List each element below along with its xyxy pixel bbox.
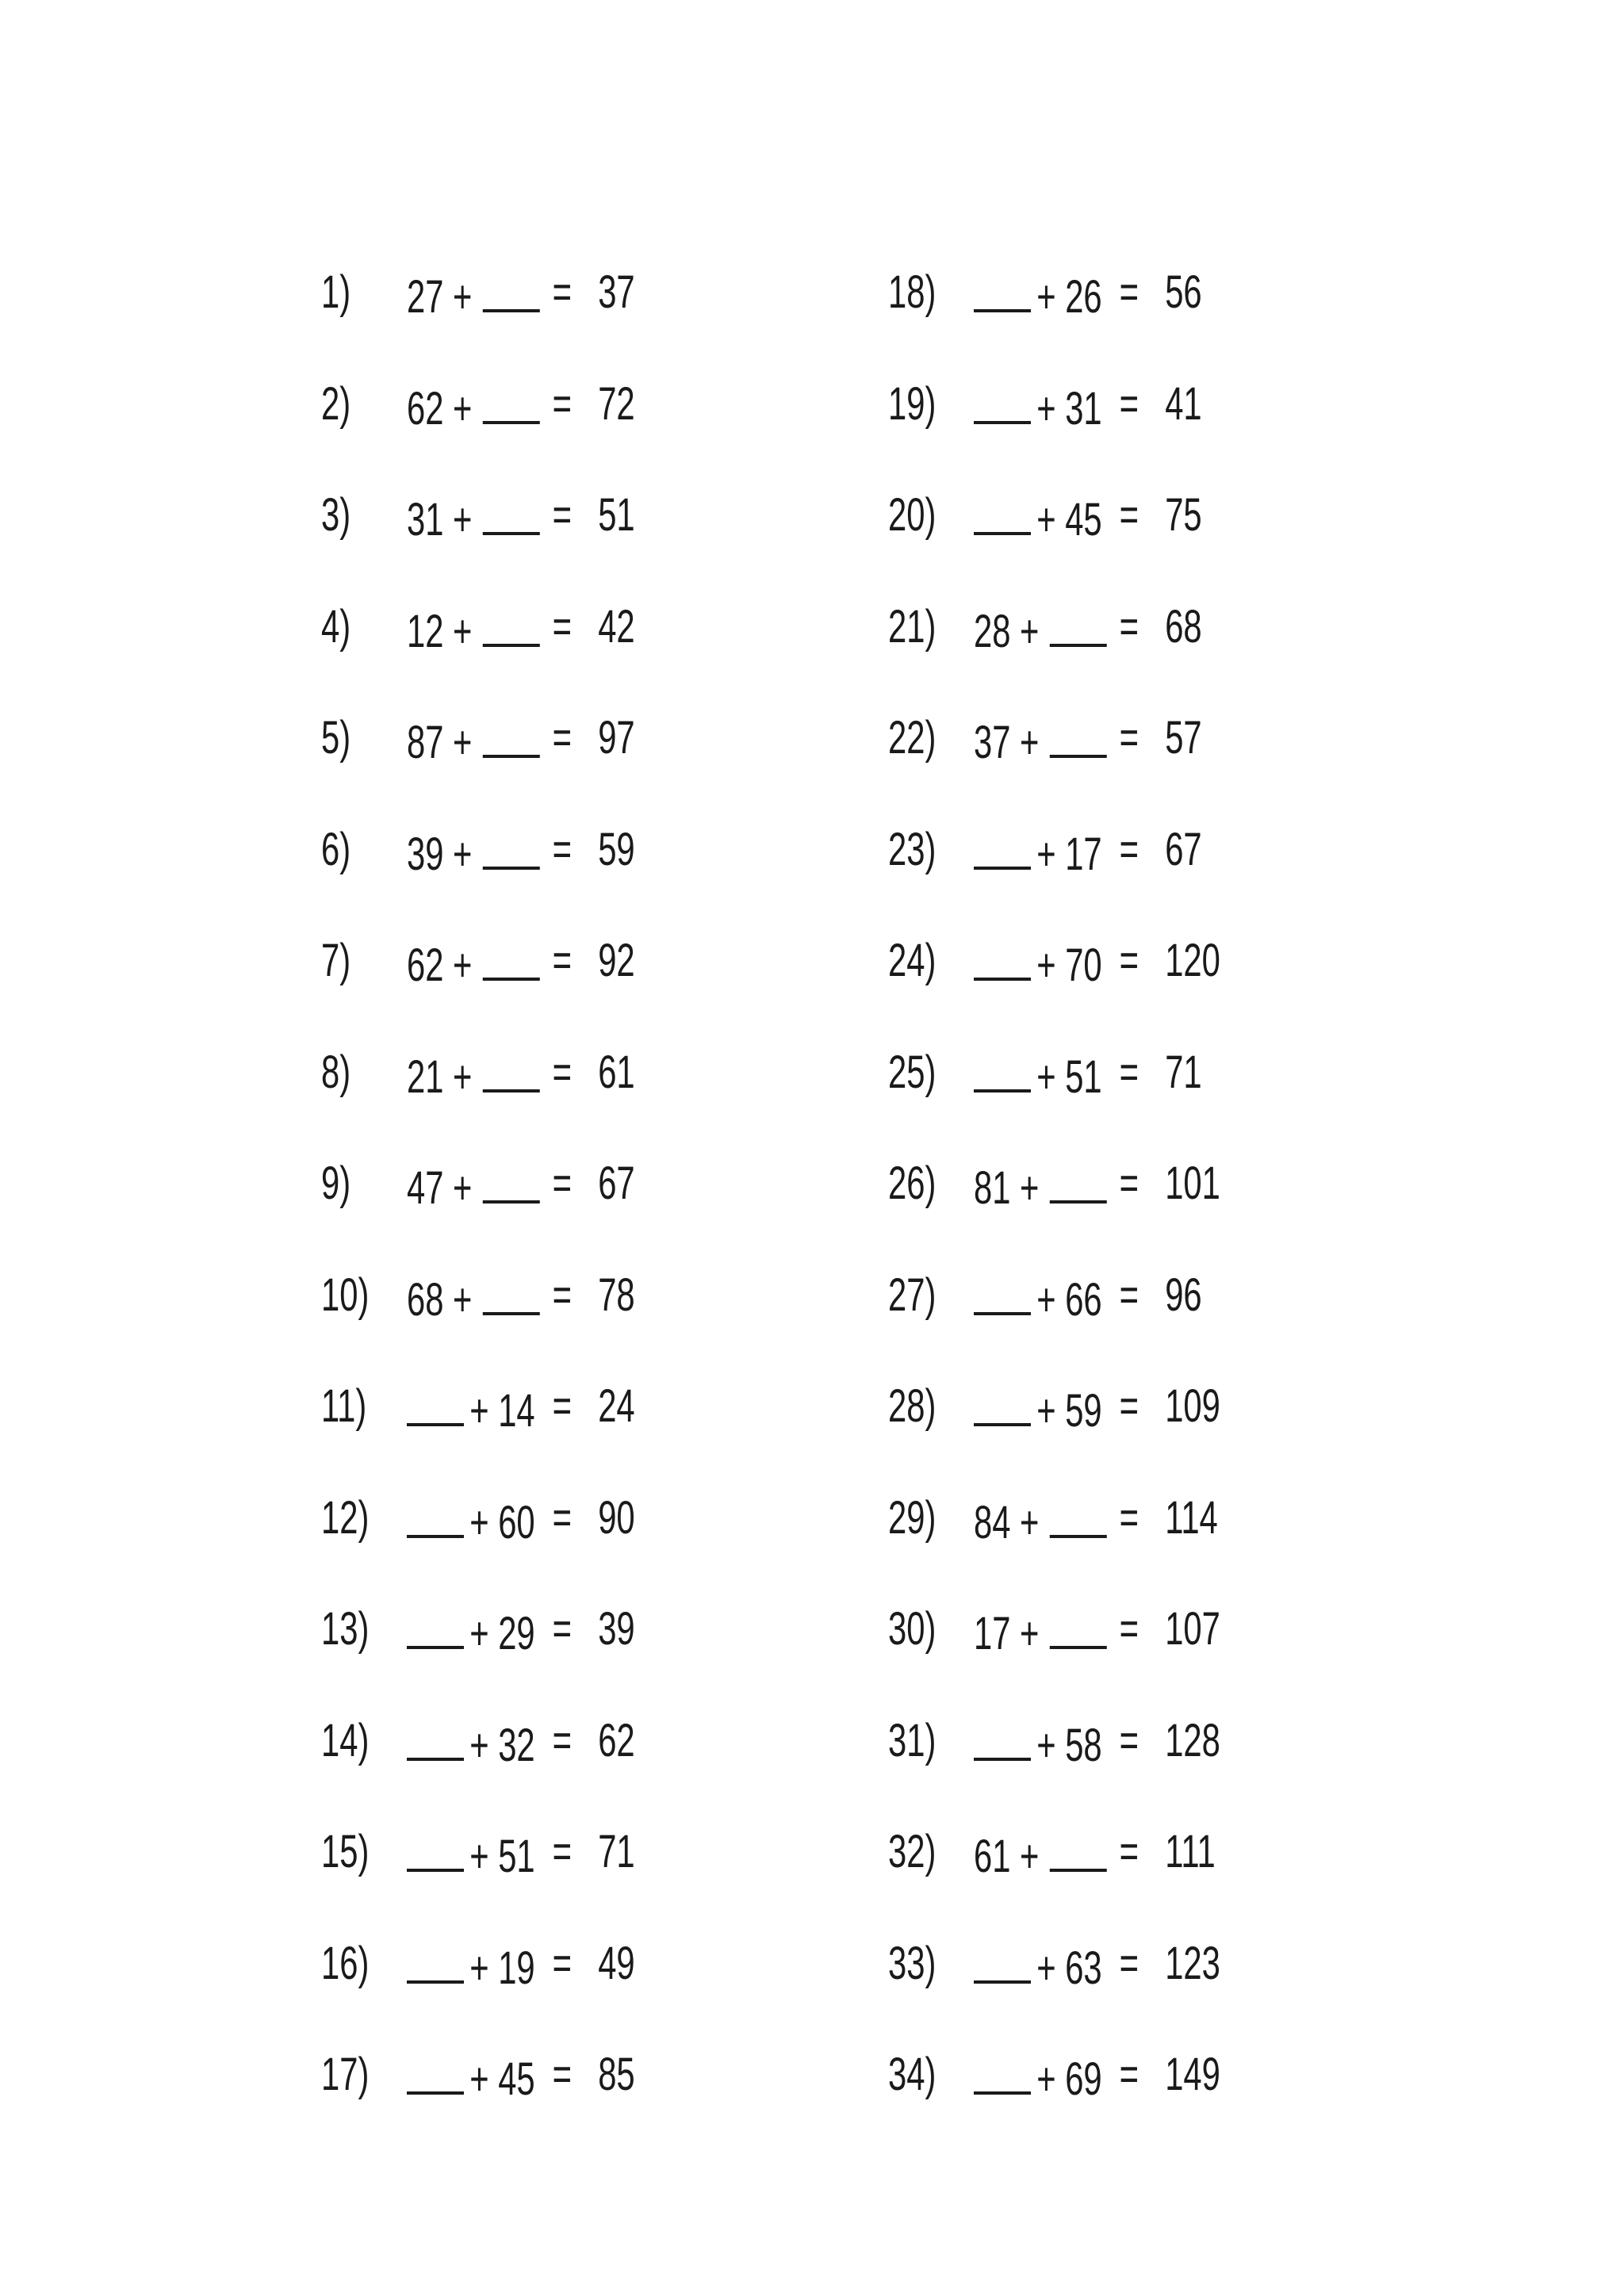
problem-row xyxy=(888,2049,1288,2164)
equals-sign: = xyxy=(552,935,572,986)
answer-blank[interactable] xyxy=(482,492,539,535)
problem-number: 23) xyxy=(888,823,936,875)
problem-expression xyxy=(407,2052,535,2103)
problem-expression xyxy=(974,1941,1102,1992)
problem-number: 34) xyxy=(888,2049,936,2100)
equals-sign: = xyxy=(552,1380,572,1432)
problem-expression xyxy=(407,1829,535,1880)
problem-expression xyxy=(974,604,1106,655)
problem-row xyxy=(888,266,1288,381)
problem-row xyxy=(321,1826,721,1941)
addend-text: 81 + xyxy=(974,1162,1040,1214)
problem-result: 90 xyxy=(598,1491,635,1544)
addend-text: 31 + xyxy=(407,494,473,545)
problem-result: 101 xyxy=(1165,1158,1220,1209)
answer-blank[interactable] xyxy=(1049,604,1106,647)
problem-row xyxy=(321,712,721,827)
problem-result: 51 xyxy=(598,489,635,541)
problem-result: 67 xyxy=(598,1158,635,1209)
addend-text: + 58 xyxy=(1036,1719,1102,1771)
addend-text: 37 + xyxy=(974,717,1040,768)
problem-number: 3) xyxy=(321,489,351,541)
problem-result: 92 xyxy=(598,935,635,986)
problem-expression xyxy=(974,2052,1102,2103)
answer-blank[interactable] xyxy=(407,1718,464,1761)
problem-result: 59 xyxy=(598,823,635,875)
equals-sign: = xyxy=(552,266,572,318)
problem-expression xyxy=(407,1941,535,1992)
answer-blank[interactable] xyxy=(974,938,1031,981)
problem-result: 114 xyxy=(1165,1491,1218,1544)
problem-row xyxy=(888,1269,1288,1384)
problem-number: 14) xyxy=(321,1714,370,1766)
addend-text: 87 + xyxy=(407,717,473,768)
addend-text: + 26 xyxy=(1036,271,1102,323)
problem-row xyxy=(888,489,1288,604)
problem-result: 75 xyxy=(1165,489,1202,541)
answer-blank[interactable] xyxy=(974,827,1031,870)
problem-expression xyxy=(407,1495,535,1546)
answer-blank[interactable] xyxy=(1049,1161,1106,1203)
answer-blank[interactable] xyxy=(407,1829,464,1872)
equals-sign: = xyxy=(1119,377,1139,430)
addend-text: + 31 xyxy=(1036,382,1102,434)
problem-number: 7) xyxy=(321,935,351,986)
problem-expression xyxy=(407,1718,535,1769)
problem-number: 13) xyxy=(321,1603,370,1655)
problem-row xyxy=(888,1937,1288,2053)
problem-result: 41 xyxy=(1165,377,1202,430)
problem-number: 32) xyxy=(888,1826,936,1877)
addend-text: + 45 xyxy=(1036,494,1102,545)
addend-text: 62 + xyxy=(407,382,473,434)
problem-expression xyxy=(974,1161,1106,1214)
problem-row xyxy=(321,2049,721,2164)
problem-result: 72 xyxy=(598,377,635,430)
problem-row xyxy=(888,600,1288,716)
addend-text: 28 + xyxy=(974,605,1040,657)
addend-text: + 19 xyxy=(469,1942,535,1994)
problem-row xyxy=(888,823,1288,939)
problem-expression xyxy=(974,1383,1102,1437)
equals-sign: = xyxy=(1119,1714,1139,1766)
equals-sign: = xyxy=(552,489,572,541)
answer-blank[interactable] xyxy=(407,2052,464,2095)
problem-number: 19) xyxy=(888,377,936,430)
addend-text: 12 + xyxy=(407,605,473,657)
problem-row xyxy=(888,1380,1288,1495)
answer-blank[interactable] xyxy=(482,827,539,870)
equals-sign: = xyxy=(1119,1269,1139,1321)
problem-expression xyxy=(974,715,1106,766)
problem-result: 67 xyxy=(1165,823,1202,875)
problem-result: 97 xyxy=(598,712,635,763)
problem-row xyxy=(321,377,721,493)
addend-text: + 17 xyxy=(1036,828,1102,880)
answer-blank[interactable] xyxy=(407,1941,464,1984)
equals-sign: = xyxy=(1119,1380,1139,1432)
addend-text: + 66 xyxy=(1036,1273,1102,1326)
problem-row xyxy=(888,1491,1288,1607)
problem-number: 18) xyxy=(888,266,936,318)
problem-row xyxy=(321,935,721,1050)
addend-text: 84 + xyxy=(974,1496,1040,1548)
problem-result: 120 xyxy=(1165,935,1220,986)
equals-sign: = xyxy=(552,1603,572,1655)
problem-expression xyxy=(974,270,1102,323)
problem-number: 4) xyxy=(321,600,351,652)
problem-expression xyxy=(407,1050,539,1103)
problem-result: 128 xyxy=(1165,1714,1220,1766)
answer-blank[interactable] xyxy=(1049,715,1106,758)
problem-expression xyxy=(974,1495,1106,1546)
problem-number: 5) xyxy=(321,712,351,763)
problem-number: 8) xyxy=(321,1046,351,1098)
addend-text: + 69 xyxy=(1036,2053,1102,2105)
addend-text: + 59 xyxy=(1036,1385,1102,1437)
equals-sign: = xyxy=(1119,1046,1139,1098)
addend-text: 39 + xyxy=(407,828,473,880)
equals-sign: = xyxy=(1119,1826,1139,1877)
answer-blank[interactable] xyxy=(482,1050,539,1093)
problem-expression xyxy=(974,1829,1106,1880)
problem-result: 61 xyxy=(598,1046,635,1098)
equals-sign: = xyxy=(552,600,572,652)
answer-blank[interactable] xyxy=(974,2052,1031,2095)
problem-number: 15) xyxy=(321,1826,370,1877)
problem-row xyxy=(888,935,1288,1050)
problem-number: 6) xyxy=(321,823,351,875)
equals-sign: = xyxy=(1119,935,1139,986)
answer-blank[interactable] xyxy=(407,1495,464,1538)
answer-blank[interactable] xyxy=(482,715,539,758)
addend-text: + 45 xyxy=(469,2053,535,2105)
equals-sign: = xyxy=(1119,600,1139,652)
problem-expression xyxy=(407,827,539,878)
problem-result: 107 xyxy=(1165,1603,1220,1655)
answer-blank[interactable] xyxy=(482,381,539,424)
equals-sign: = xyxy=(1119,1491,1139,1544)
addend-text: + 51 xyxy=(1036,1050,1102,1103)
problem-result: 57 xyxy=(1165,712,1202,763)
answer-blank[interactable] xyxy=(974,1272,1031,1315)
addend-text: + 29 xyxy=(469,1608,535,1659)
problem-number: 12) xyxy=(321,1491,370,1544)
problem-number: 29) xyxy=(888,1491,936,1544)
answer-blank[interactable] xyxy=(974,1050,1031,1093)
problem-expression xyxy=(407,604,539,655)
addend-text: 61 + xyxy=(974,1831,1040,1882)
problem-result: 71 xyxy=(1165,1046,1202,1098)
addend-text: + 32 xyxy=(469,1719,535,1771)
problem-result: 123 xyxy=(1165,1937,1220,1989)
problem-result: 149 xyxy=(1165,2049,1220,2100)
addend-text: + 14 xyxy=(469,1385,535,1437)
problem-expression xyxy=(974,1272,1102,1326)
problem-number: 11) xyxy=(321,1380,367,1432)
problem-row xyxy=(321,1269,721,1384)
problem-expression xyxy=(974,492,1102,543)
problem-row xyxy=(321,489,721,604)
problem-expression xyxy=(407,381,539,432)
answer-blank[interactable] xyxy=(1049,1606,1106,1649)
problem-result: 71 xyxy=(598,1826,635,1877)
equals-sign: = xyxy=(1119,1603,1139,1655)
problem-number: 20) xyxy=(888,489,936,541)
problem-result: 111 xyxy=(1165,1826,1216,1877)
problem-result: 96 xyxy=(1165,1269,1202,1321)
answer-blank[interactable] xyxy=(482,1272,539,1315)
equals-sign: = xyxy=(1119,712,1139,763)
addend-text: + 51 xyxy=(469,1831,535,1882)
problem-row xyxy=(888,1714,1288,1830)
problem-result: 24 xyxy=(598,1380,635,1432)
addend-text: + 70 xyxy=(1036,939,1102,991)
problem-number: 28) xyxy=(888,1380,936,1432)
problem-number: 9) xyxy=(321,1158,351,1209)
answer-blank[interactable] xyxy=(407,1383,464,1426)
answer-blank[interactable] xyxy=(974,1383,1031,1426)
problem-number: 21) xyxy=(888,600,936,652)
addend-text: + 63 xyxy=(1036,1942,1102,1994)
equals-sign: = xyxy=(552,2049,572,2100)
problem-number: 22) xyxy=(888,712,936,763)
addend-text: 62 + xyxy=(407,939,473,991)
problem-result: 49 xyxy=(598,1937,635,1989)
problem-result: 78 xyxy=(598,1269,635,1321)
problem-column-left xyxy=(321,266,876,2164)
problem-result: 39 xyxy=(598,1603,635,1655)
problem-result: 85 xyxy=(598,2049,635,2100)
problem-number: 31) xyxy=(888,1714,936,1766)
problem-row xyxy=(888,1046,1288,1161)
addend-text: 17 + xyxy=(974,1608,1040,1659)
problem-row xyxy=(888,377,1288,493)
addend-text: 27 + xyxy=(407,271,473,323)
problem-row xyxy=(321,1937,721,2053)
answer-blank[interactable] xyxy=(482,270,539,312)
problem-number: 2) xyxy=(321,377,351,430)
problem-row xyxy=(321,1046,721,1161)
problem-row xyxy=(321,1603,721,1718)
problem-result: 42 xyxy=(598,600,635,652)
equals-sign: = xyxy=(552,1046,572,1098)
problem-row xyxy=(321,1714,721,1830)
answer-blank[interactable] xyxy=(482,938,539,981)
problem-row xyxy=(888,1603,1288,1718)
answer-blank[interactable] xyxy=(407,1606,464,1649)
problem-result: 62 xyxy=(598,1714,635,1766)
equals-sign: = xyxy=(552,1158,572,1209)
equals-sign: = xyxy=(1119,489,1139,541)
equals-sign: = xyxy=(552,823,572,875)
answer-blank[interactable] xyxy=(974,1718,1031,1761)
equals-sign: = xyxy=(1119,1158,1139,1209)
answer-blank[interactable] xyxy=(974,1941,1031,1984)
problem-number: 16) xyxy=(321,1937,370,1989)
problem-number: 30) xyxy=(888,1603,936,1655)
answer-blank[interactable] xyxy=(482,1161,539,1203)
problem-expression xyxy=(974,1718,1102,1769)
addend-text: + 60 xyxy=(469,1496,535,1548)
problem-expression xyxy=(407,1606,535,1657)
problem-expression xyxy=(407,1161,539,1214)
problem-row xyxy=(321,823,721,939)
equals-sign: = xyxy=(1119,2049,1139,2100)
answer-blank[interactable] xyxy=(974,270,1031,312)
answer-blank[interactable] xyxy=(1049,1495,1106,1538)
problem-row xyxy=(888,712,1288,827)
problem-number: 10) xyxy=(321,1269,370,1321)
problem-expression xyxy=(974,827,1102,878)
problem-row xyxy=(321,1491,721,1607)
problem-row xyxy=(321,266,721,381)
problem-number: 27) xyxy=(888,1269,936,1321)
problem-number: 24) xyxy=(888,935,936,986)
problem-result: 109 xyxy=(1165,1380,1220,1432)
problem-row xyxy=(321,600,721,716)
answer-blank[interactable] xyxy=(482,604,539,647)
problem-expression xyxy=(974,1050,1102,1103)
problem-number: 17) xyxy=(321,2049,370,2100)
equals-sign: = xyxy=(552,1714,572,1766)
problem-number: 33) xyxy=(888,1937,936,1989)
problem-expression xyxy=(974,938,1102,989)
problem-number: 26) xyxy=(888,1158,936,1209)
problem-expression xyxy=(974,381,1102,432)
problem-expression xyxy=(407,492,539,543)
problem-row xyxy=(888,1826,1288,1941)
problem-row xyxy=(888,1158,1288,1272)
problem-row xyxy=(321,1158,721,1272)
answer-blank[interactable] xyxy=(974,492,1031,535)
problem-expression xyxy=(974,1606,1106,1657)
problem-expression xyxy=(407,1383,535,1437)
addend-text: 68 + xyxy=(407,1273,473,1326)
problem-expression xyxy=(407,270,539,323)
equals-sign: = xyxy=(552,1491,572,1544)
equals-sign: = xyxy=(1119,823,1139,875)
answer-blank[interactable] xyxy=(974,381,1031,424)
problem-number: 1) xyxy=(321,266,351,318)
equals-sign: = xyxy=(552,1826,572,1877)
equals-sign: = xyxy=(1119,1937,1139,1989)
problem-result: 56 xyxy=(1165,266,1202,318)
problem-result: 37 xyxy=(598,266,635,318)
equals-sign: = xyxy=(552,712,572,763)
equals-sign: = xyxy=(552,1937,572,1989)
equals-sign: = xyxy=(1119,266,1139,318)
problem-expression xyxy=(407,938,539,989)
problem-column-right xyxy=(888,266,1443,2164)
equals-sign: = xyxy=(552,1269,572,1321)
addend-text: 47 + xyxy=(407,1162,473,1214)
answer-blank[interactable] xyxy=(1049,1829,1106,1872)
problem-expression xyxy=(407,715,539,766)
equals-sign: = xyxy=(552,377,572,430)
addend-text: 21 + xyxy=(407,1050,473,1103)
problem-result: 68 xyxy=(1165,600,1202,652)
problem-row xyxy=(321,1380,721,1495)
problem-expression xyxy=(407,1272,539,1326)
problem-number: 25) xyxy=(888,1046,936,1098)
